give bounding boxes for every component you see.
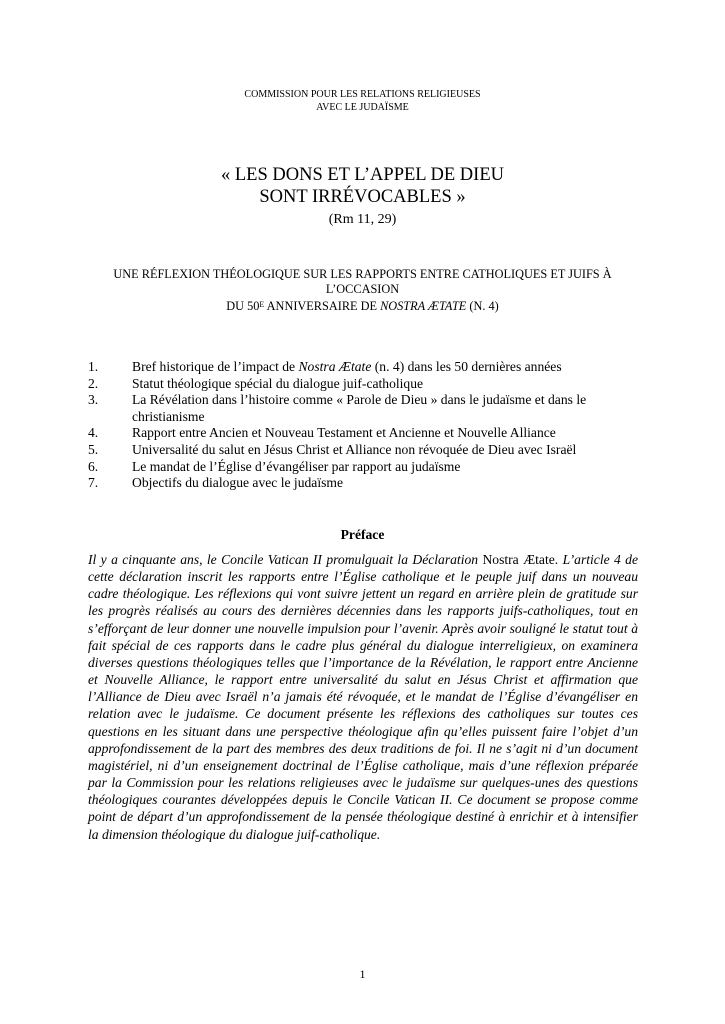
toc-item-text (132, 475, 648, 492)
document-subtitle (80, 267, 645, 314)
header-line-1: COMMISSION POUR LES RELATIONS RELIGIEUSES (244, 89, 481, 100)
toc-item (88, 359, 648, 376)
subtitle-prefix: DU 50 (226, 299, 260, 313)
preface-text-upright: Nostra Ætate. (482, 552, 559, 567)
toc-item (88, 459, 648, 476)
toc-item-text (132, 459, 648, 476)
subtitle-italic: NOSTRA ÆTATE (380, 299, 467, 313)
toc-item-number: 5. (88, 441, 99, 457)
preface-paragraph (88, 551, 638, 843)
subtitle-line-1: UNE RÉFLEXION THÉOLOGIQUE SUR LES RAPPORTS ENTRE CATHOLIQUES ET JUIFS À L’OCCASION (113, 267, 612, 296)
toc-item-number: 3. (88, 392, 99, 408)
toc-item-text-italic: Nostra Ætate (298, 359, 372, 374)
toc-item-number: 4. (88, 425, 99, 441)
toc-item-number: 2. (88, 375, 99, 391)
preface-heading: Préface (340, 527, 385, 542)
subtitle-line-2 (80, 297, 645, 314)
preface-text-start: Il y a cinquante ans, le Concile Vatican II promulguait la Déclaration (88, 552, 483, 567)
toc-item-text-before: Le mandat de l’Église d’évangéliser par rapport au judaïsme (132, 458, 461, 474)
toc-item-text (132, 392, 648, 425)
toc-item-text (132, 425, 648, 442)
toc-item (88, 475, 648, 492)
toc-item-number: 6. (88, 458, 99, 474)
subtitle-superscript: E (259, 300, 265, 309)
toc-item (88, 425, 648, 442)
toc-item-text (132, 376, 648, 393)
document-title (0, 164, 725, 208)
commission-header (0, 88, 725, 114)
toc-item-text-before: La Révélation dans l’histoire comme « Parole de Dieu » dans le judaïsme et dans le christianisme (132, 392, 587, 424)
header-line-2: AVEC LE JUDAÏSME (316, 102, 409, 113)
toc-item-text-before: Rapport entre Ancien et Nouveau Testament et Ancienne et Nouvelle Alliance (132, 425, 556, 441)
title-line-2: SONT IRRÉVOCABLES » (259, 187, 466, 207)
toc-item-number: 1. (88, 359, 99, 374)
toc-item-text-before: Objectifs du dialogue avec le judaïsme (132, 475, 344, 491)
toc-item-text-after: (n. 4) dans les 50 dernières années (371, 359, 562, 374)
table-of-contents (88, 359, 648, 492)
toc-item-text (132, 359, 648, 376)
toc-item-number: 7. (88, 475, 99, 491)
toc-item-text-before: Universalité du salut en Jésus Christ et Alliance non révoquée de Dieu avec Israël (132, 441, 577, 457)
title-line-1: « LES DONS ET L’APPEL DE DIEU (221, 165, 504, 185)
toc-item (88, 392, 648, 425)
preface-text-rest: L’article 4 de cette déclaration inscrit les rapports entre l’Église catholique et le peuple juif dans un nouveau cadre théologique. Les réflexions qui vont suivre jettent un regard en arrière plein de gratitude sur les progrès réalisés au cours des dernières décennies dans les rapports juifs-catholiques, tout en s’efforçant de leur donner une nouvelle impulsion pour l’avenir. Après avoir souligné le statut tout à fait spécial de ces rapports dans le cadre plus général du dialogue interreligieux, on examinera diverses questions théologiques telles que l’importance de la Révélation, le rapport entre Ancienne et Nouvelle Alliance, le rapport entre universalité du salut en Jésus Christ et affirmation que l’Alliance de Dieu avec Israël n’a jamais été révoquée, et le mandat de l’Église d’évangéliser en relation avec le judaïsme. Ce document présente les réflexions des catholiques sur toutes ces questions en les situant dans une perspective théologique afin qu’elles puissent faire l’objet d’un approfondissement de la part des membres des deux traditions de foi. Il ne s’agit ni d’un document magistériel, ni d’un enseignement doctrinal de l’Église catholique, mais d’une réflexion préparée par la Commission pour les relations religieuses avec le judaïsme sur quelques-unes des questions théologiques courantes développées depuis le Concile Vatican II. Ce document se propose comme point de départ d’un approfondissement de la pensée théologique destiné à enrichir et à intensifier la dimension théologique du dialogue juif-catholique. (88, 552, 639, 842)
page-number: 1 (359, 967, 366, 981)
toc-item-text-before: Bref historique de l’impact de (132, 359, 299, 374)
toc-item (88, 376, 648, 393)
toc-item (88, 442, 648, 459)
subtitle-middle: ANNIVERSAIRE DE (264, 299, 381, 313)
subtitle-suffix: (N. 4) (466, 299, 499, 313)
bible-reference: (Rm 11, 29) (328, 212, 397, 227)
toc-item-text (132, 442, 648, 459)
toc-item-text-before: Statut théologique spécial du dialogue juif-catholique (132, 375, 424, 391)
